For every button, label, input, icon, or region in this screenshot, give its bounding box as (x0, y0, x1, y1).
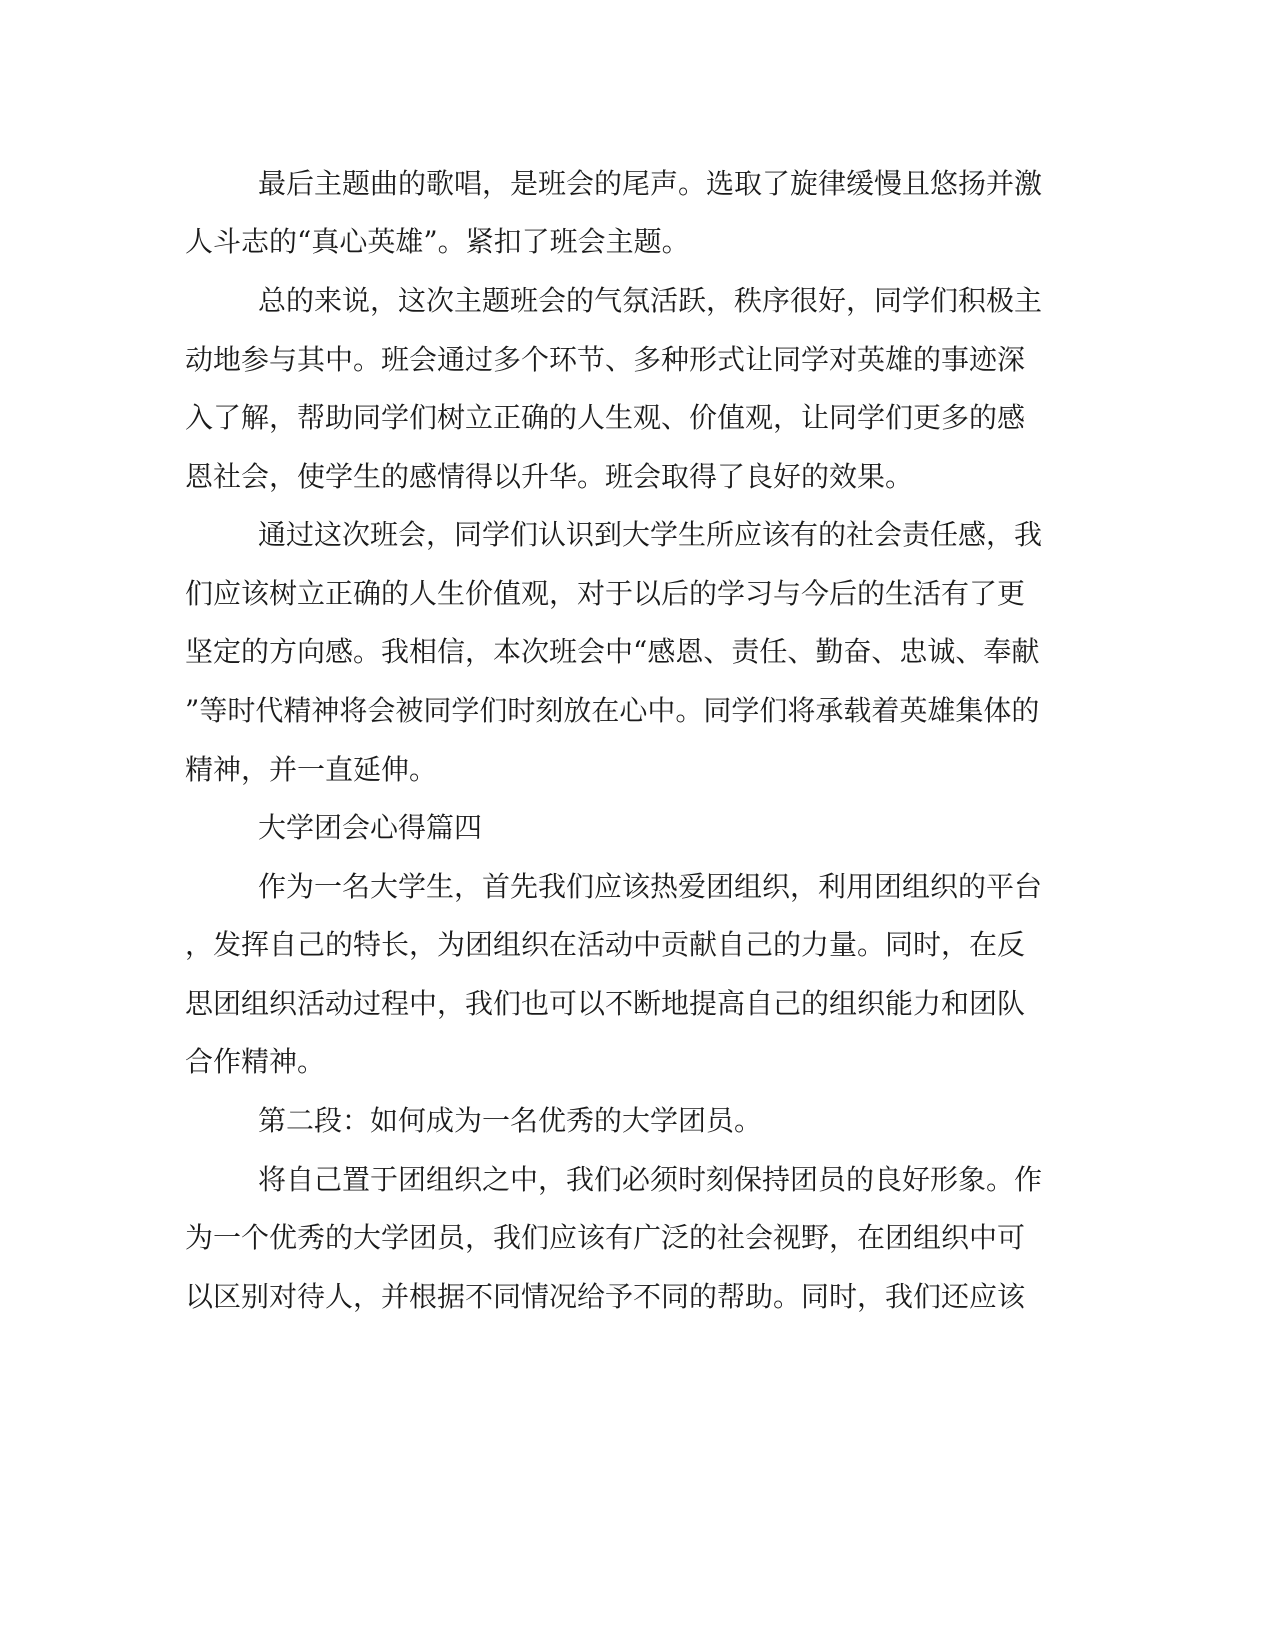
text-line: 第二段：如何成为一名优秀的大学团员。 (258, 1104, 763, 1137)
text-line: 精神，并一直延伸。 (185, 753, 438, 786)
text-line: 最后主题曲的歌唱，是班会的尾声。选取了旋律缓慢且悠扬并激 (258, 167, 1043, 200)
text-line: ”等时代精神将会被同学们时刻放在心中。同学们将承载着英雄集体的 (185, 694, 1040, 727)
text-line: 入了解，帮助同学们树立正确的人生观、价值观，让同学们更多的感 (185, 401, 1026, 434)
text-line: 思团组织活动过程中，我们也可以不断地提高自己的组织能力和团队 (185, 987, 1026, 1020)
text-line: 坚定的方向感。我相信，本次班会中“感恩、责任、勤奋、忠诚、奉献 (185, 635, 1040, 668)
text-line: 人斗志的“真心英雄”。紧扣了班会主题。 (185, 225, 690, 258)
text-line: 作为一名大学生，首先我们应该热爱团组织，利用团组织的平台 (258, 870, 1043, 903)
text-line: 将自己置于团组织之中，我们必须时刻保持团员的良好形象。作 (258, 1163, 1043, 1196)
text-line: 动地参与其中。班会通过多个环节、多种形式让同学对英雄的事迹深 (185, 343, 1026, 376)
text-line: 通过这次班会，同学们认识到大学生所应该有的社会责任感，我 (258, 518, 1043, 551)
text-line: ，发挥自己的特长，为团组织在活动中贡献自己的力量。同时，在反 (185, 928, 1026, 961)
text-line: 以区别对待人，并根据不同情况给予不同的帮助。同时，我们还应该 (185, 1280, 1026, 1313)
text-line: 合作精神。 (185, 1045, 326, 1078)
text-line: 总的来说，这次主题班会的气氛活跃，秩序很好，同学们积极主 (258, 284, 1043, 317)
text-line: 为一个优秀的大学团员，我们应该有广泛的社会视野，在团组织中可 (185, 1221, 1026, 1254)
section-heading: 大学团会心得篇四 (258, 811, 483, 844)
text-line: 恩社会，使学生的感情得以升华。班会取得了良好的效果。 (185, 460, 914, 493)
text-line: 们应该树立正确的人生价值观，对于以后的学习与今后的生活有了更 (185, 577, 1026, 610)
